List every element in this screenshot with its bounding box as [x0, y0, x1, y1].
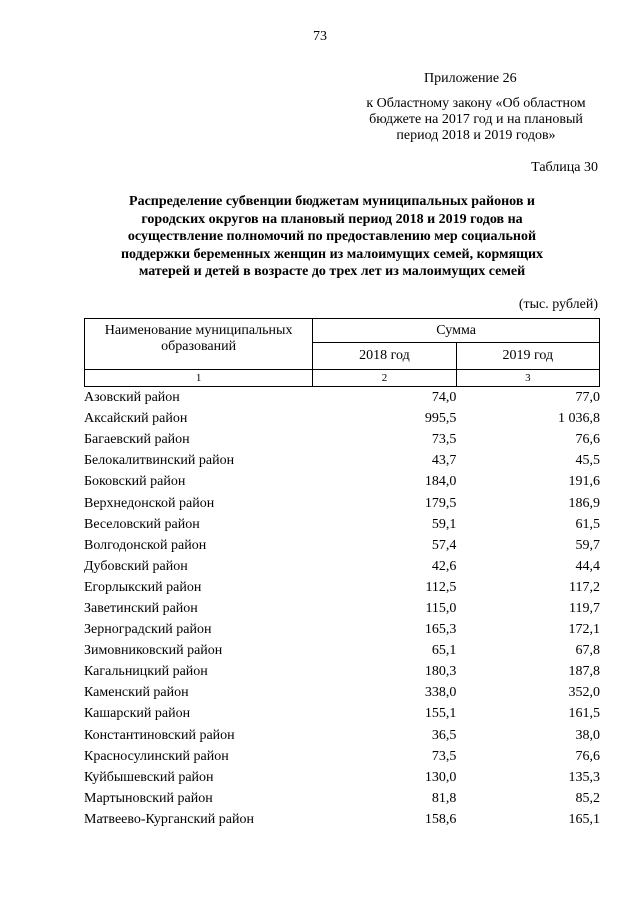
appendix-title: Приложение 26 [424, 71, 517, 86]
table-row [84, 535, 600, 556]
value-2019: 59,7 [575, 537, 600, 553]
table-number: Таблица 30 [531, 160, 598, 175]
table-row [84, 450, 600, 471]
district-name: Веселовский район [84, 516, 200, 532]
value-2019: 117,2 [569, 579, 600, 595]
column-number: 2 [313, 370, 456, 387]
district-name: Куйбышевский район [84, 769, 214, 785]
table-row [84, 703, 600, 724]
title-line: поддержки беременных женщин из малоимущих семей, кормящих [120, 246, 544, 262]
value-2018: 165,3 [424, 622, 457, 638]
value-2019: 76,6 [575, 432, 600, 448]
value-2018: 338,0 [424, 685, 457, 701]
title-line: Распределение субвенции бюджетам муниципальных районов и [129, 194, 535, 209]
value-2018: 130,0 [424, 769, 457, 785]
header-year-2019: 2019 год [456, 343, 599, 370]
units-label: (тыс. рублей) [518, 297, 598, 312]
table-row [84, 661, 600, 682]
data-table [84, 387, 600, 830]
value-2018: 59,1 [431, 516, 457, 532]
district-name: Константиновский район [84, 727, 235, 743]
title-line: городских округов на плановый период 2018 и 2019 годов на [141, 211, 523, 227]
header-sum-column: Сумма [313, 319, 600, 343]
district-name: Аксайский район [84, 411, 188, 427]
value-2019: 135,3 [568, 769, 600, 785]
value-2019: 76,6 [575, 748, 600, 764]
table-row [84, 725, 600, 746]
value-2019: 352,0 [568, 685, 600, 701]
value-2019: 67,8 [575, 643, 600, 659]
value-2018: 184,0 [424, 474, 457, 490]
table-row [84, 619, 600, 640]
value-2018: 158,6 [424, 811, 457, 827]
value-2018: 42,6 [431, 558, 457, 574]
value-2019: 38,0 [575, 727, 600, 743]
value-2018: 43,7 [431, 453, 457, 469]
district-name: Зерноградский район [84, 622, 212, 638]
column-number: 3 [456, 370, 599, 387]
value-2018: 36,5 [431, 727, 457, 743]
table-row [84, 471, 600, 492]
value-2019: 77,0 [575, 390, 600, 406]
table-row [84, 556, 600, 577]
table-row [84, 809, 600, 830]
value-2019: 1 036,8 [558, 411, 600, 427]
table-row [84, 682, 600, 703]
district-name: Кашарский район [84, 706, 191, 722]
district-name: Верхнедонской район [84, 495, 215, 511]
table-row [84, 746, 600, 767]
table-row [84, 598, 600, 619]
table-row [84, 767, 600, 788]
district-name: Кагальницкий район [84, 664, 208, 680]
value-2018: 73,5 [431, 748, 457, 764]
table-row [84, 788, 600, 809]
value-2019: 61,5 [575, 516, 600, 532]
district-name: Красносулинский район [84, 748, 229, 764]
district-name: Азовский район [84, 390, 180, 406]
title-line: матерей и детей в возрасте до трех лет из малоимущих семей [138, 264, 526, 279]
value-2019: 186,9 [568, 495, 600, 511]
table-row [84, 408, 600, 429]
table-header [84, 318, 600, 387]
value-2019: 85,2 [575, 790, 600, 806]
appendix-line-3: период 2018 и 2019 годов» [396, 128, 556, 143]
value-2019: 161,5 [568, 706, 600, 722]
district-name: Багаевский район [84, 432, 190, 448]
value-2018: 995,5 [424, 411, 457, 427]
district-name: Егорлыкский район [84, 579, 202, 595]
value-2018: 112,5 [425, 579, 457, 595]
value-2019: 191,6 [568, 474, 600, 490]
value-2018: 73,5 [431, 432, 457, 448]
district-name: Матвеево-Курганский район [84, 811, 254, 827]
table-row [84, 577, 600, 598]
title-line: осуществление полномочий по предоставлению мер социальной [127, 229, 537, 244]
header-name-column: Наименование муниципальных образований [85, 319, 313, 370]
value-2018: 115,0 [425, 600, 457, 616]
column-number: 1 [85, 370, 313, 387]
table-row [84, 492, 600, 513]
value-2019: 44,4 [575, 558, 600, 574]
value-2018: 81,8 [431, 790, 457, 806]
page-number: 73 [313, 29, 327, 44]
table-row [84, 429, 600, 450]
district-name: Заветинский район [84, 600, 198, 616]
value-2018: 155,1 [424, 706, 457, 722]
value-2019: 45,5 [575, 453, 600, 469]
district-name: Каменский район [84, 685, 189, 701]
value-2018: 180,3 [424, 664, 457, 680]
district-name: Белокалитвинский район [84, 453, 235, 469]
district-name: Дубовский район [84, 558, 188, 574]
appendix-block [352, 71, 600, 144]
value-2019: 172,1 [568, 622, 600, 638]
value-2019: 119,7 [569, 600, 600, 616]
appendix-line-2: бюджете на 2017 год и на плановый [369, 112, 583, 127]
value-2019: 165,1 [568, 811, 600, 827]
appendix-line-1: к Областному закону «Об областном [366, 96, 586, 111]
table-row [84, 387, 600, 408]
header-year-2018: 2018 год [313, 343, 456, 370]
document-title [96, 193, 568, 281]
district-name: Мартыновский район [84, 790, 213, 806]
value-2018: 179,5 [424, 495, 457, 511]
value-2018: 65,1 [431, 643, 457, 659]
district-name: Боковский район [84, 474, 186, 490]
value-2019: 187,8 [568, 664, 600, 680]
value-2018: 74,0 [431, 390, 457, 406]
district-name: Волгодонской район [84, 537, 207, 553]
table-row [84, 514, 600, 535]
table-row [84, 640, 600, 661]
value-2018: 57,4 [431, 537, 457, 553]
district-name: Зимовниковский район [84, 643, 223, 659]
